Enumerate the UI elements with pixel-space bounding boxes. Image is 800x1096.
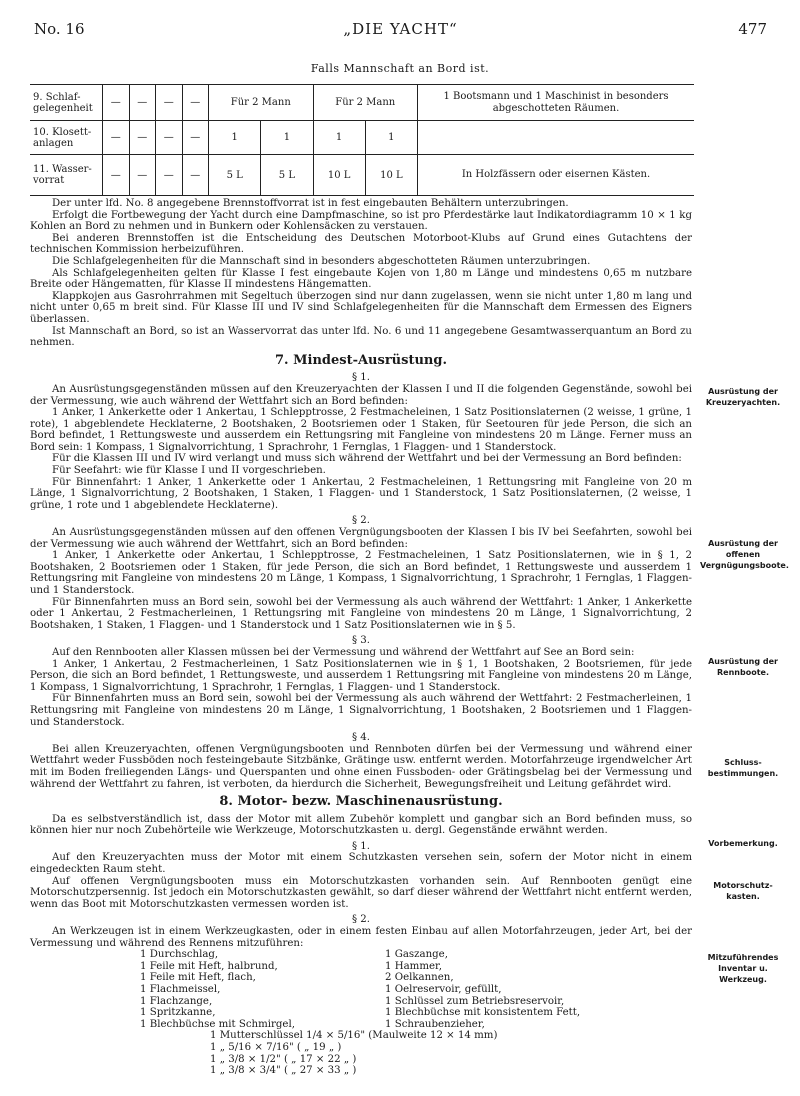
- row-remark: [418, 121, 695, 155]
- table-cell: Für 2 Mann: [209, 85, 313, 121]
- tool-column-left: [140, 949, 385, 1030]
- table-cell: —: [156, 155, 183, 196]
- list-item: 1 Durchschlag,: [140, 949, 219, 961]
- note-paragraph: Als Schlafgelegenheiten gelten für Klasse I fest eingebaute Kojen von 1,80 m Länge und mindestens 0,65 m nutzbare Breite oder Hängematten, für Klasse II mindestens Hängematten.: [30, 267, 692, 291]
- table-cell: —: [103, 121, 130, 155]
- paragraph-mark: § 1.: [351, 372, 371, 384]
- table-cell: 5 L: [261, 155, 313, 196]
- text-paragraph: 1 Anker, 1 Ankerkette oder 1 Ankertau, 1 Schlepptrosse, 2 Festmacheleinen, 1 Satz Positionslaternen (2 weisse, 1 grüne, 1 rote), 1 abgeblendete Hecklaterne, 2 Bootshaken, 2 Bootsriemen oder 1 Staken, für Seetouren für jede Person, die sich an Bord befindet, 1 Rettungsweste und ausserdem ein Rettungsring mit Fangleine von mindestens 20 m Länge. Ferner muss an Bord sein: 1 Kompass, 1 Signalvorrichtung, 1 Sprachrohr, 1 Fernglas, 1 Flaggen- und 1 Standerstock.: [30, 407, 692, 453]
- paragraph-mark: § 2.: [351, 914, 371, 926]
- row-remark: In Holzfässern oder eisernen Kästen.: [418, 155, 695, 196]
- crew-table: [30, 84, 694, 196]
- tool-column-right: [385, 949, 630, 1030]
- note-paragraph: Bei anderen Brennstoffen ist die Entscheidung des Deutschen Motorboot-Klubs auf Grund eines Gutachtens der technischen Kommission herbeizuführen.: [30, 232, 692, 256]
- margin-note: Ausrüstung der Kreuzeryachten.: [705, 387, 781, 407]
- list-item: 1 Flachmeissel,: [140, 984, 221, 995]
- list-item: 1 Mutterschlüssel 1/4 × 5/16" (Maulweite 12 × 14 mm): [210, 1030, 498, 1042]
- table-cell: —: [156, 85, 183, 121]
- row-remark: 1 Bootsmann und 1 Maschinist in besonders abgeschotteten Räumen.: [418, 85, 695, 121]
- margin-note: Schluss-bestimmungen.: [707, 758, 779, 778]
- table-row: [30, 85, 694, 121]
- table-cell: —: [103, 155, 130, 196]
- note-paragraph: Erfolgt die Fortbewegung der Yacht durch eine Dampfmaschine, so ist pro Pferdestärke laut Indikatordiagramm 10 × 1 kg Kohlen an Bord zu nehmen und in Bunkern oder Kohlensäcken zu verstauen.: [30, 209, 692, 233]
- text-paragraph: An Ausrüstungsgegenständen müssen auf den offenen Vergnügungsbooten der Klassen I bis IV bei Seefahrten, sowohl bei der Vermessung wie auch während der Wettfahrt, sich an Bord befinden:: [30, 527, 692, 550]
- list-item: 1 Spritzkanne,: [140, 1007, 216, 1019]
- paragraph-mark: § 3.: [351, 635, 371, 647]
- text-paragraph: Für Binnenfahrten muss an Bord sein, sowohl bei der Vermessung als auch während der Wettfahrt: 2 Festmacherleinen, 1 Rettungsring mit Fangleine von mindestens 20 m Länge, 1 Signalvorrichtung, 1 Bootshaken, 2 Bootsriemen und 1 Flaggen- und Standerstock.: [30, 693, 692, 728]
- text-paragraph: Für Binnenfahrt: 1 Anker, 1 Ankerkette oder 1 Ankertau, 2 Festmacheleinen, 1 Rettungsring mit Fangleine von 20 m Länge, 1 Signalvorrichtung, 2 Bootshaken, 1 Staken, 1 Flaggen- und 1 Standerstock, 1 Satz Positionslaternen, (2 weisse, 1 grüne, 1 rote und 1 abgeblendete Hecklaterne).: [30, 476, 692, 511]
- list-item: 1 Flachzange,: [140, 995, 213, 1007]
- text-paragraph: An Ausrüstungsgegenständen müssen auf den Kreuzeryachten der Klassen I und II die folgenden Gegenstände, sowohl bei der Vermessung, wie auch während der Wettfahrt sich an Bord befinden:: [30, 383, 692, 407]
- list-item: 1 „ 3/8 × 3/4" ( „ 27 × 33 „ ): [210, 1065, 357, 1077]
- list-item: 2 Oelkannen,: [385, 972, 454, 984]
- table-cell: —: [129, 85, 156, 121]
- paragraph-mark: § 1.: [351, 840, 371, 852]
- table-cell: 1: [365, 121, 417, 155]
- list-item: 1 Schlüssel zum Betriebsreservoir,: [385, 995, 565, 1007]
- table-cell: 10 L: [365, 155, 417, 196]
- table-cell: 1: [209, 121, 261, 155]
- paragraph-mark: § 4.: [351, 732, 371, 744]
- list-item: 1 Blechbüchse mit konsistentem Fett,: [385, 1007, 581, 1019]
- table-cell: —: [129, 155, 156, 196]
- tool-list: [140, 949, 692, 1030]
- table-cell: 5 L: [209, 155, 261, 196]
- margin-note: Ausrüstung der Rennboote.: [708, 657, 778, 677]
- note-paragraph: Die Schlafgelegenheiten für die Mannschaft sind in besonders abgeschotteten Räumen unterzubringen.: [52, 255, 591, 267]
- spanner-list: [210, 1030, 692, 1076]
- table-subtitle: Falls Mannschaft an Bord ist.: [310, 62, 490, 75]
- table-row: [30, 155, 694, 196]
- section-heading: 8. Motor- bezw. Maschinenausrüstung.: [219, 794, 503, 810]
- margin-note: Mitzuführendes Inventar u. Werkzeug.: [707, 953, 779, 984]
- list-item: 1 Hammer,: [385, 960, 443, 972]
- text-paragraph: Für die Klassen III und IV wird verlangt und muss sich während der Wettfahrt und bei der Vermessung an Bord befinden:: [52, 453, 682, 465]
- table-cell: —: [182, 155, 209, 196]
- note-paragraph: Der unter lfd. No. 8 angegebene Brennstoffvorrat ist in fest eingebauten Behältern unterzubringen.: [52, 198, 569, 209]
- table-cell: —: [182, 121, 209, 155]
- text-paragraph: Für Binnenfahrten muss an Bord sein, sowohl bei der Vermessung als auch während der Wettfahrt: 1 Anker, 1 Ankerkette oder 1 Ankertau, 2 Festmacherleinen, 1 Rettungsring mit Fangleine von mindestens 20 m Länge, 1 Signalvorrichtung, 2 Bootshaken, 1 Staken, 1 Flaggen- und 1 Standerstock und 1 Satz Positionslaternen wie in § 5.: [30, 596, 692, 631]
- row-label: 11. Wasser-vorrat: [30, 155, 103, 196]
- section-heading: 7. Mindest-Ausrüstung.: [275, 352, 447, 368]
- list-item: 1 „ 5/16 × 7/16" ( „ 19 „ ): [210, 1041, 342, 1053]
- table-cell: —: [182, 85, 209, 121]
- issue-number: No. 16: [34, 20, 85, 38]
- page-number: 477: [738, 20, 767, 38]
- paragraph-mark: § 2.: [351, 515, 371, 527]
- list-item: 1 Blechbüchse mit Schmirgel,: [140, 1018, 295, 1030]
- note-paragraph: Klappkojen aus Gasrohrrahmen mit Segeltuch überzogen sind nur dann zugelassen, wenn sie nicht unter 1,80 m lang und nicht unter 0,65 m breit sind. Für Klasse III und IV sind Schlafgelegenheiten für die Mannschaft dem Ermessen des Eigners überlassen.: [30, 290, 692, 325]
- table-cell: —: [129, 121, 156, 155]
- row-label: 9. Schlaf-gelegenheit: [30, 85, 103, 121]
- text-paragraph: Bei allen Kreuzeryachten, offenen Vergnügungsbooten und Rennboten dürfen bei der Vermessung und während einer Wettfahrt weder Fussböden noch festeingebaute Sitzbänke, Grätinge usw. entfernt werden. Motorfahrzeuge irgendwelcher Art mit im Boden freiliegenden Längs- und Querspanten und ohne einen Fussboden- oder Grätingsbelag bei der Vermessung und während der Wettfahrt zu fahren, ist verboten, da hierdurch die Sicherheit, Bewegungsfreiheit und Leitung gefährdet wird.: [30, 743, 692, 790]
- text-paragraph: Auf den Rennbooten aller Klassen müssen bei der Vermessung und während der Wettfahrt auf See an Bord sein:: [52, 646, 635, 658]
- margin-note: Vorbemerkung.: [708, 839, 778, 848]
- list-item: 1 Schraubenzieher,: [385, 1018, 485, 1030]
- margin-note: Motorschutz-kasten.: [713, 881, 773, 901]
- text-paragraph: 1 Anker, 1 Ankertau, 2 Festmacherleinen, 1 Satz Positionslaternen wie in § 1, 1 Bootshaken, 2 Bootsriemen, für jede Person, die sich an Bord befindet, 1 Rettungsweste, und ausserdem 1 Rettungsring mit Fangleine von mindestens 20 m Länge, 1 Kompass, 1 Signalvorrichtung, 1 Sprachrohr, 1 Fernglas, 1 Flaggen- und 1 Standerstock.: [30, 658, 692, 693]
- margin-note: Ausrüstung der offenen Vergnügungsboote.: [700, 539, 789, 570]
- text-paragraph: 1 Anker, 1 Ankerkette oder Ankertau, 1 Schlepptrosse, 2 Festmacheleinen, 1 Satz Positionslaternen, wie in § 1, 2 Bootshaken, 2 Bootsriemen oder 1 Staken, für jede Person, die sich an Bord befindet, 1 Rettungsweste und ausserdem 1 Rettungsring mit Fangleine von mindestens 20 m Länge, 1 Kompass, 1 Signalvorrichtung, 1 Sprachrohr, 1 Fernglas, 1 Flaggen- und 1 Standerstock.: [30, 550, 692, 596]
- text-paragraph: Für Seefahrt: wie für Klasse I und II vorgeschrieben.: [52, 465, 326, 477]
- row-label: 10. Klosett-anlagen: [30, 121, 103, 155]
- list-item: 1 „ 3/8 × 1/2" ( „ 17 × 22 „ ): [210, 1053, 357, 1065]
- list-item: 1 Feile mit Heft, flach,: [140, 972, 256, 984]
- journal-title: „DIE YACHT“: [343, 20, 458, 38]
- table-cell: —: [103, 85, 130, 121]
- table-cell: 1: [313, 121, 365, 155]
- text-paragraph: Auf den Kreuzeryachten muss der Motor mit einem Schutzkasten versehen sein, sofern der Motor nicht in einem eingedeckten Raum steht.: [30, 852, 692, 876]
- note-paragraph: Ist Mannschaft an Bord, so ist an Wasservorrat das unter lfd. No. 6 und 11 angegebene Gesamtwasserquantum an Bord zu nehmen.: [30, 325, 692, 349]
- table-cell: Für 2 Mann: [313, 85, 418, 121]
- text-paragraph: Auf offenen Vergnügungsbooten muss ein Motorschutzkasten vorhanden sein. Auf Rennbooten genügt eine Motorschutzpersennig. Ist jedoch ein Motorschutzkasten gewählt, so darf dieser während der Wettfahrt nicht entfernt werden, wenn das Boot mit Motorschutzkasten vermessen worden ist.: [30, 875, 692, 910]
- page-body: [30, 198, 692, 1077]
- page-header: [34, 20, 767, 40]
- text-paragraph: Da es selbstverständlich ist, dass der Motor mit allem Zubehör komplett und gangbar sich an Bord befinden muss, so können hier nur noch Zubehörteile wie Werkzeuge, Motorschutzkasten u. dergl. Gegenstände erwähnt werden.: [30, 813, 692, 837]
- list-item: 1 Gaszange,: [385, 949, 448, 961]
- table-cell: —: [156, 121, 183, 155]
- text-paragraph: An Werkzeugen ist in einem Werkzeugkasten, oder in einem festen Einbau auf allen Motorfahrzeugen, jeder Art, bei der Vermessung und während des Rennens mitzuführen:: [30, 926, 692, 949]
- list-item: 1 Feile mit Heft, halbrund,: [140, 960, 278, 972]
- table-cell: 10 L: [313, 155, 365, 196]
- table-row: [30, 121, 694, 155]
- table-cell: 1: [261, 121, 313, 155]
- list-item: 1 Oelreservoir, gefüllt,: [385, 984, 502, 995]
